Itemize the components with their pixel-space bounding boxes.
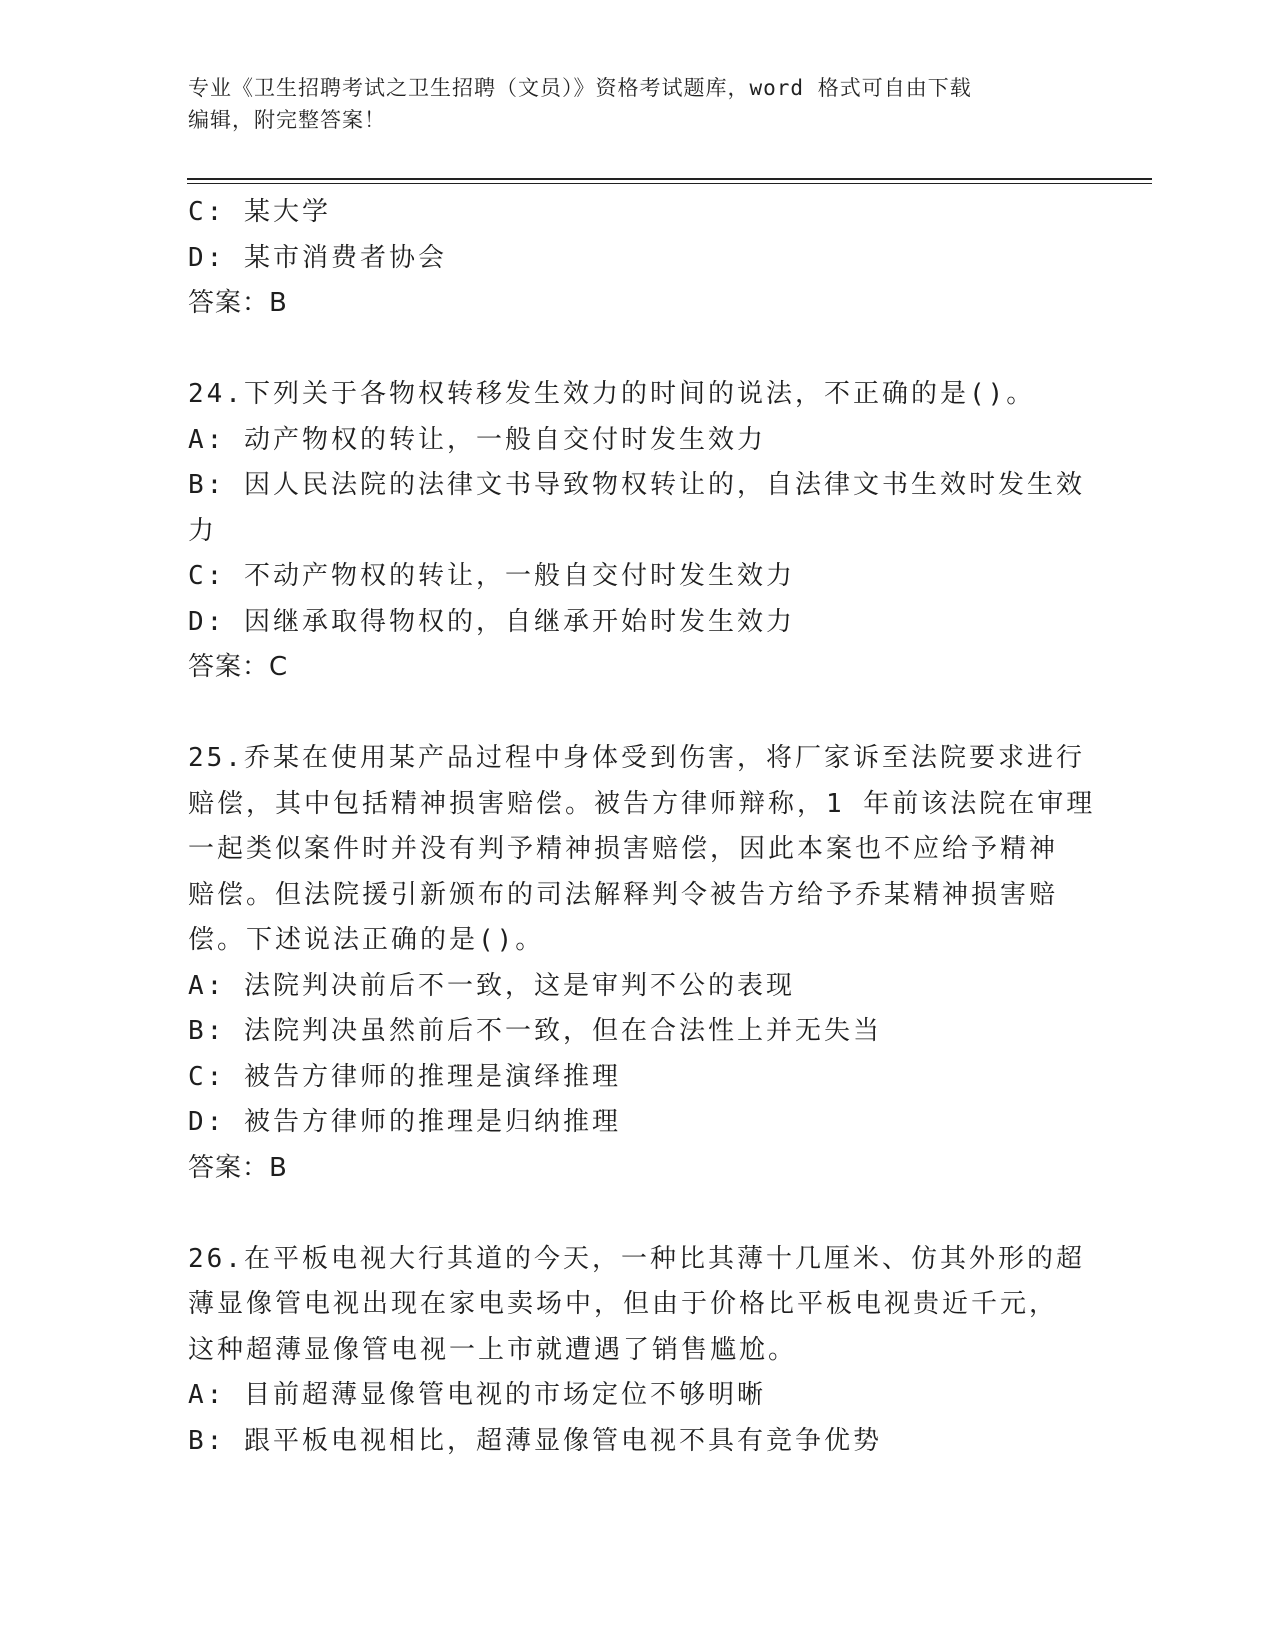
header-line-1: 专业《卫生招聘考试之卫生招聘（文员）》资格考试题库，word 格式可自由下载 (188, 76, 972, 100)
header-divider-thin (187, 183, 1152, 184)
question-24 (188, 372, 1088, 691)
option-d: D: 某市消费者协会 (188, 242, 447, 273)
option-d: D: 因继承取得物权的，自继承开始时发生效力 (188, 606, 795, 637)
question-25 (188, 736, 1096, 1191)
spacer (188, 1191, 1088, 1237)
option-b: B: 因人民法院的法律文书导致物权转让的，自法律文书生效时发生效 (188, 470, 1085, 500)
page-header (188, 72, 1068, 136)
option-b-continued: 力 (188, 515, 218, 546)
option-b: B: 跟平板电视相比，超薄显像管电视不具有竞争优势 (188, 1425, 882, 1456)
header-line-2: 编辑，附完整答案！ (188, 108, 386, 132)
question-stem: 薄显像管电视出现在家电卖场中，但由于价格比平板电视贵近千元， (188, 1289, 1059, 1319)
spacer (188, 691, 1088, 737)
option-c: C: 被告方律师的推理是演绎推理 (188, 1061, 621, 1092)
option-d: D: 被告方律师的推理是归纳推理 (188, 1107, 621, 1137)
question-stem: 这种超薄显像管电视一上市就遭遇了销售尴尬。 (188, 1334, 798, 1365)
spacer (188, 327, 1088, 373)
option-a: A: 目前超薄显像管电视的市场定位不够明晰 (188, 1380, 766, 1410)
header-divider-thick (187, 178, 1152, 180)
question-26 (188, 1237, 1088, 1465)
question-stem: 24.下列关于各物权转移发生效力的时间的说法，不正确的是()。 (188, 379, 1036, 409)
question-stem: 赔偿，其中包括精神损害赔偿。被告方律师辩称，1 年前该法院在审理 (188, 788, 1096, 819)
question-stem: 赔偿。但法院援引新颁布的司法解释判令被告方给予乔某精神损害赔 (188, 879, 1059, 910)
option-a: A: 法院判决前后不一致，这是审判不公的表现 (188, 970, 795, 1001)
question-stem: 26.在平板电视大行其道的今天，一种比其薄十几厘米、仿其外形的超 (188, 1243, 1085, 1274)
answer-line: 答案：C (188, 652, 289, 682)
answer-line: 答案：B (188, 1152, 288, 1183)
option-c: C: 不动产物权的转让，一般自交付时发生效力 (188, 561, 795, 591)
question-stem: 偿。下述说法正确的是()。 (188, 925, 545, 955)
option-b: B: 法院判决虽然前后不一致，但在合法性上并无失当 (188, 1016, 882, 1046)
option-c: C: 某大学 (188, 197, 331, 227)
question-content (188, 190, 1096, 1464)
question-stem: 一起类似案件时并没有判予精神损害赔偿，因此本案也不应给予精神 (188, 834, 1059, 864)
question-stem: 25.乔某在使用某产品过程中身体受到伤害，将厂家诉至法院要求进行 (188, 743, 1085, 773)
answer-line: 答案：B (188, 288, 288, 318)
option-a: A: 动产物权的转让，一般自交付时发生效力 (188, 424, 766, 455)
